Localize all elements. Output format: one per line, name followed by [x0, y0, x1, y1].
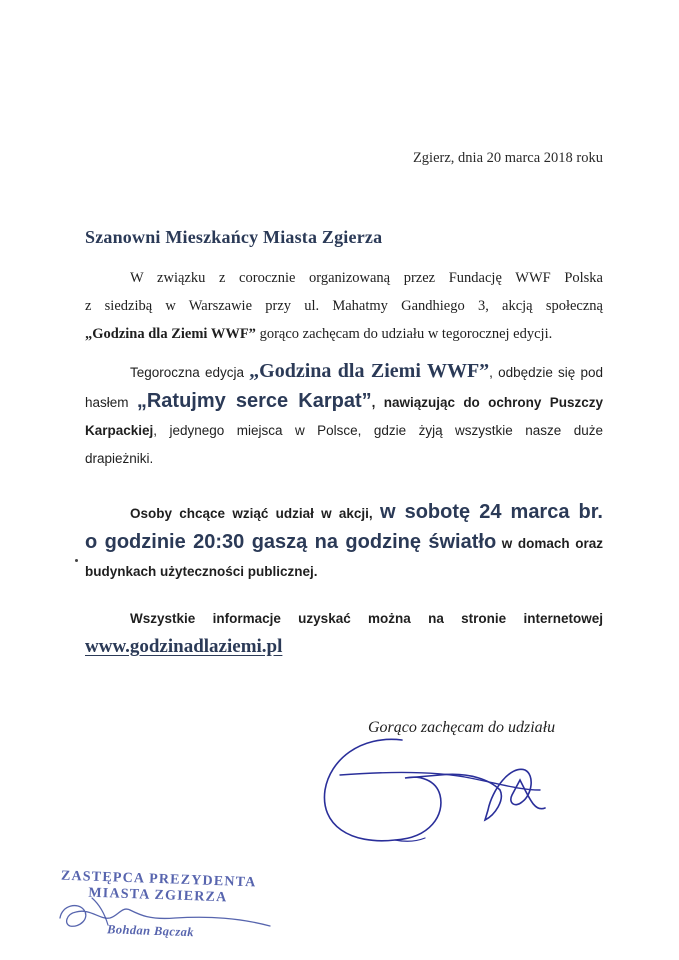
- p1-line-3-rest: gorąco zachęcam do udziału w tegorocznej edycji.: [255, 326, 553, 342]
- dateline: Zgierz, dnia 20 marca 2018 roku: [412, 150, 603, 166]
- p2-line-3-a: Karpackiej: [85, 423, 154, 438]
- stamp-title: ZASTĘPCA PREZYDENTA: [60, 868, 257, 891]
- p2-line-1-b: , odbędzie się pod: [489, 365, 603, 380]
- p2-line-2-a: hasłem: [85, 395, 137, 410]
- website-link[interactable]: www.godzinadlaziemi.pl: [85, 636, 283, 657]
- p4-line-1: Wszystkie informacje uzyskać można na stronie internetowej: [130, 611, 603, 626]
- p3-line-2-b: w domach oraz: [496, 536, 603, 551]
- event-time-large: o godzinie 20:30 gaszą na godzinę światło: [85, 531, 497, 553]
- p1-line-2: z siedzibą w Warszawie przy ul. Mahatmy Gandhiego 3, akcją społeczną: [85, 298, 603, 314]
- salutation: Szanowni Mieszkańcy Miasta Zgierza: [85, 227, 383, 247]
- official-stamp: [59, 869, 257, 943]
- p2-line-2-b: , nawiązując do ochrony Puszczy: [371, 395, 603, 410]
- p3-line-3: budynkach użyteczności publicznej.: [85, 564, 318, 579]
- p1-line-1: W związku z corocznie organizowaną przez Fundację WWF Polska: [130, 270, 603, 286]
- event-name-bold: „Godzina dla Ziemi WWF”: [85, 326, 256, 342]
- stamp-name: Bohdan Bączak: [106, 922, 195, 940]
- event-name-large: „Godzina dla Ziemi WWF”: [249, 360, 490, 382]
- stamp-office: MIASTA ZGIERZA: [88, 885, 228, 906]
- p2-line-1-a: Tegoroczna edycja: [130, 365, 250, 380]
- main-signature-stroke: [324, 739, 545, 840]
- p3-line-1-a: Osoby chcące wziąć udział w akcji,: [130, 506, 380, 521]
- event-date-large: w sobotę 24 marca br.: [379, 501, 603, 523]
- p2-line-3-b: , jedynego miejsca w Polsce, gdzie żyją wszystkie nasze duże: [153, 423, 603, 438]
- slogan-large: „Ratujmy serce Karpat”: [136, 390, 372, 412]
- closing-line: Gorąco zachęcam do udziału: [368, 719, 556, 736]
- p2-line-4: drapieżniki.: [85, 451, 154, 466]
